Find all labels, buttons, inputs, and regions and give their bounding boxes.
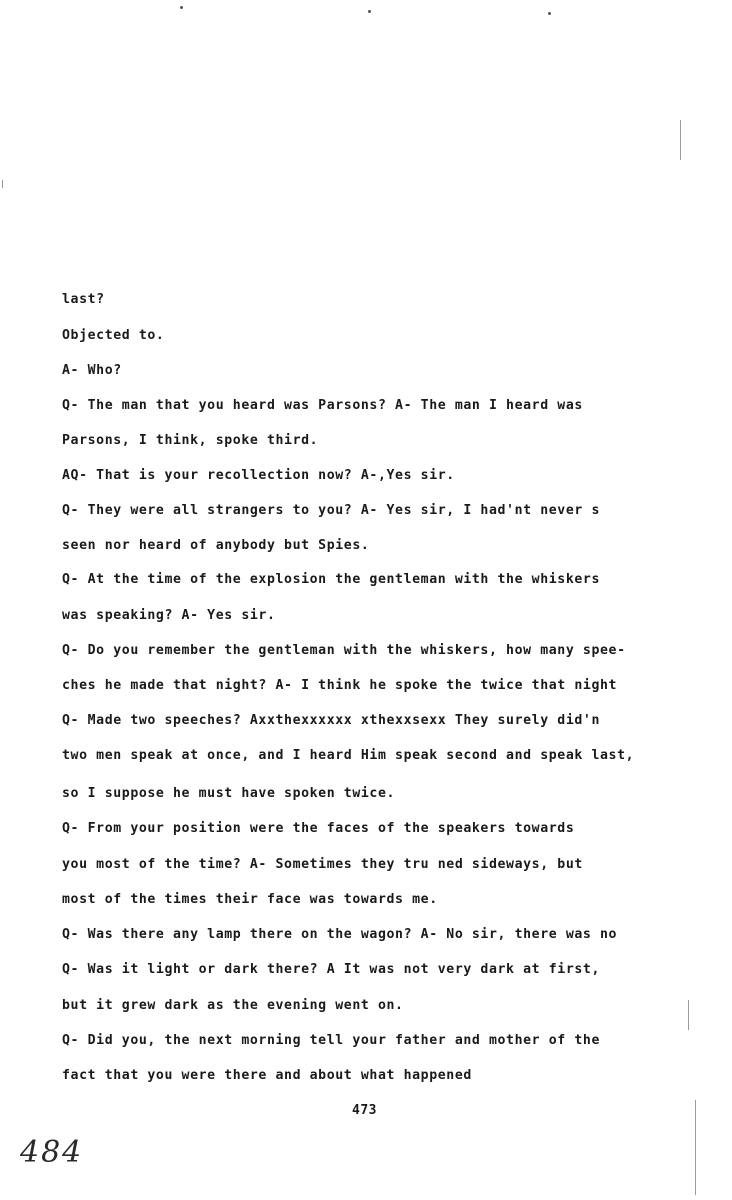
scan-edge-mark: [680, 120, 681, 160]
transcript-line: seen nor heard of anybody but Spies.: [62, 538, 370, 553]
scan-speck: [548, 12, 551, 15]
handwritten-page-number: 484: [20, 1135, 84, 1170]
transcript-line: so I suppose he must have spoken twice.: [62, 786, 396, 801]
transcript-line: Q- Do you remember the gentleman with the whiskers, how many spee-: [62, 643, 626, 658]
transcript-line: last?: [62, 292, 105, 307]
transcript-line: most of the times their face was towards me.: [62, 892, 438, 907]
scan-edge-mark: [688, 1000, 689, 1030]
transcript-line: Q- Was there any lamp there on the wagon? A- No sir, there was no: [62, 927, 618, 942]
transcript-line: fact that you were there and about what happened: [62, 1068, 472, 1083]
transcript-line: A- Who?: [62, 363, 122, 378]
transcript-line: was speaking? A- Yes sir.: [62, 608, 276, 623]
transcript-line: you most of the time? A- Sometimes they tru ned sideways, but: [62, 857, 583, 872]
page-number: 473: [352, 1103, 377, 1118]
scan-speck: [368, 10, 371, 13]
transcript-line: Q- Was it light or dark there? A It was not very dark at first,: [62, 962, 600, 977]
transcript-line: Q- At the time of the explosion the gentleman with the whiskers: [62, 572, 600, 587]
scan-speck: [180, 6, 183, 9]
transcript-line: Parsons, I think, spoke third.: [62, 433, 319, 448]
transcript-line: Q- They were all strangers to you? A- Yes sir, I had'nt never s: [62, 503, 600, 518]
transcript-line: Q- Made two speeches? Axxthexxxxxx xthexxsexx They surely did'n: [62, 713, 600, 728]
transcript-line: but it grew dark as the evening went on.: [62, 998, 404, 1013]
transcript-line: Objected to.: [62, 328, 165, 343]
transcript-line: Q- The man that you heard was Parsons? A- The man I heard was: [62, 398, 583, 413]
transcript-line: ches he made that night? A- I think he spoke the twice that night: [62, 678, 618, 693]
transcript-line: AQ- That is your recollection now? A-,Yes sir.: [62, 468, 455, 483]
transcript-line: two men speak at once, and I heard Him speak second and speak last,: [62, 748, 635, 763]
transcript-line: Q- From your position were the faces of the speakers towards: [62, 821, 575, 836]
scan-edge-mark: [695, 1100, 696, 1195]
scan-edge-mark: [2, 180, 3, 188]
transcript-line: Q- Did you, the next morning tell your father and mother of the: [62, 1033, 600, 1048]
